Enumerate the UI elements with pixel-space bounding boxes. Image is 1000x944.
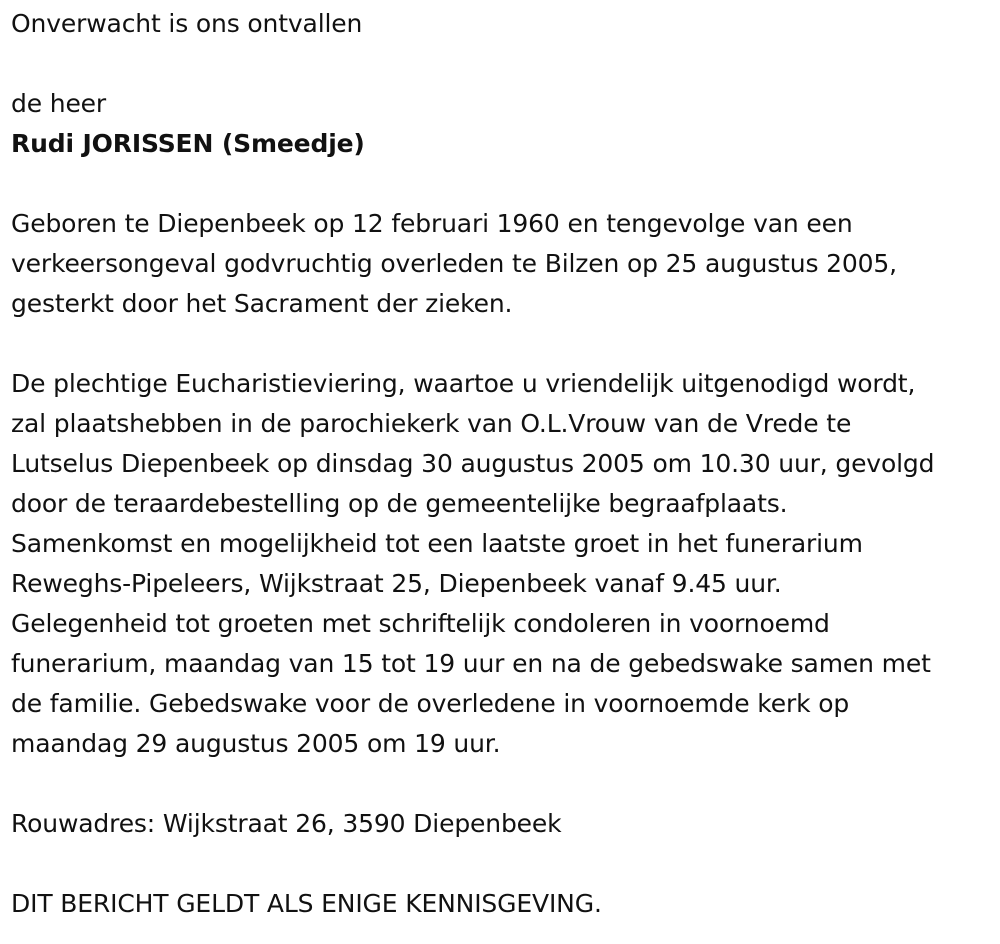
blank-line — [11, 844, 996, 884]
blank-line — [11, 764, 996, 804]
intro-line: Onverwacht is ons ontvallen — [11, 9, 363, 38]
paragraph-line: verkeersongeval godvruchtig overleden te Bilzen op 25 augustus 2005, — [11, 249, 897, 278]
ceremony-paragraph — [11, 364, 996, 764]
salutation: de heer — [11, 89, 107, 118]
blank-line — [11, 164, 996, 204]
paragraph-line: Geboren te Diepenbeek op 12 februari 1960 en tengevolge van een — [11, 209, 853, 238]
deceased-name: Rudi JORISSEN (Smeedje) — [11, 129, 365, 158]
closing-statement: DIT BERICHT GELDT ALS ENIGE KENNISGEVING. — [11, 889, 602, 918]
paragraph-line: gesterkt door het Sacrament der zieken. — [11, 289, 513, 318]
paragraph-line: Gelegenheid tot groeten met schriftelijk condoleren in voornoemd — [11, 609, 830, 638]
paragraph-line: maandag 29 augustus 2005 om 19 uur. — [11, 729, 501, 758]
paragraph-line: Lutselus Diepenbeek op dinsdag 30 augustus 2005 om 10.30 uur, gevolgd — [11, 449, 935, 478]
paragraph-line: door de teraardebestelling op de gemeentelijke begraafplaats. — [11, 489, 788, 518]
paragraph-line: funerarium, maandag van 15 tot 19 uur en na de gebedswake samen met — [11, 649, 931, 678]
obituary-notice — [11, 4, 996, 924]
paragraph-line: zal plaatshebben in de parochiekerk van O.L.Vrouw van de Vrede te — [11, 409, 852, 438]
birth-paragraph — [11, 204, 996, 324]
paragraph-line: Reweghs-Pipeleers, Wijkstraat 25, Diepenbeek vanaf 9.45 uur. — [11, 569, 782, 598]
paragraph-line: de familie. Gebedswake voor de overledene in voornoemde kerk op — [11, 689, 850, 718]
paragraph-line: De plechtige Eucharistieviering, waartoe u vriendelijk uitgenodigd wordt, — [11, 369, 916, 398]
paragraph-line: Samenkomst en mogelijkheid tot een laatste groet in het funerarium — [11, 529, 863, 558]
mourning-address: Rouwadres: Wijkstraat 26, 3590 Diepenbeek — [11, 809, 562, 838]
blank-line — [11, 324, 996, 364]
blank-line — [11, 44, 996, 84]
